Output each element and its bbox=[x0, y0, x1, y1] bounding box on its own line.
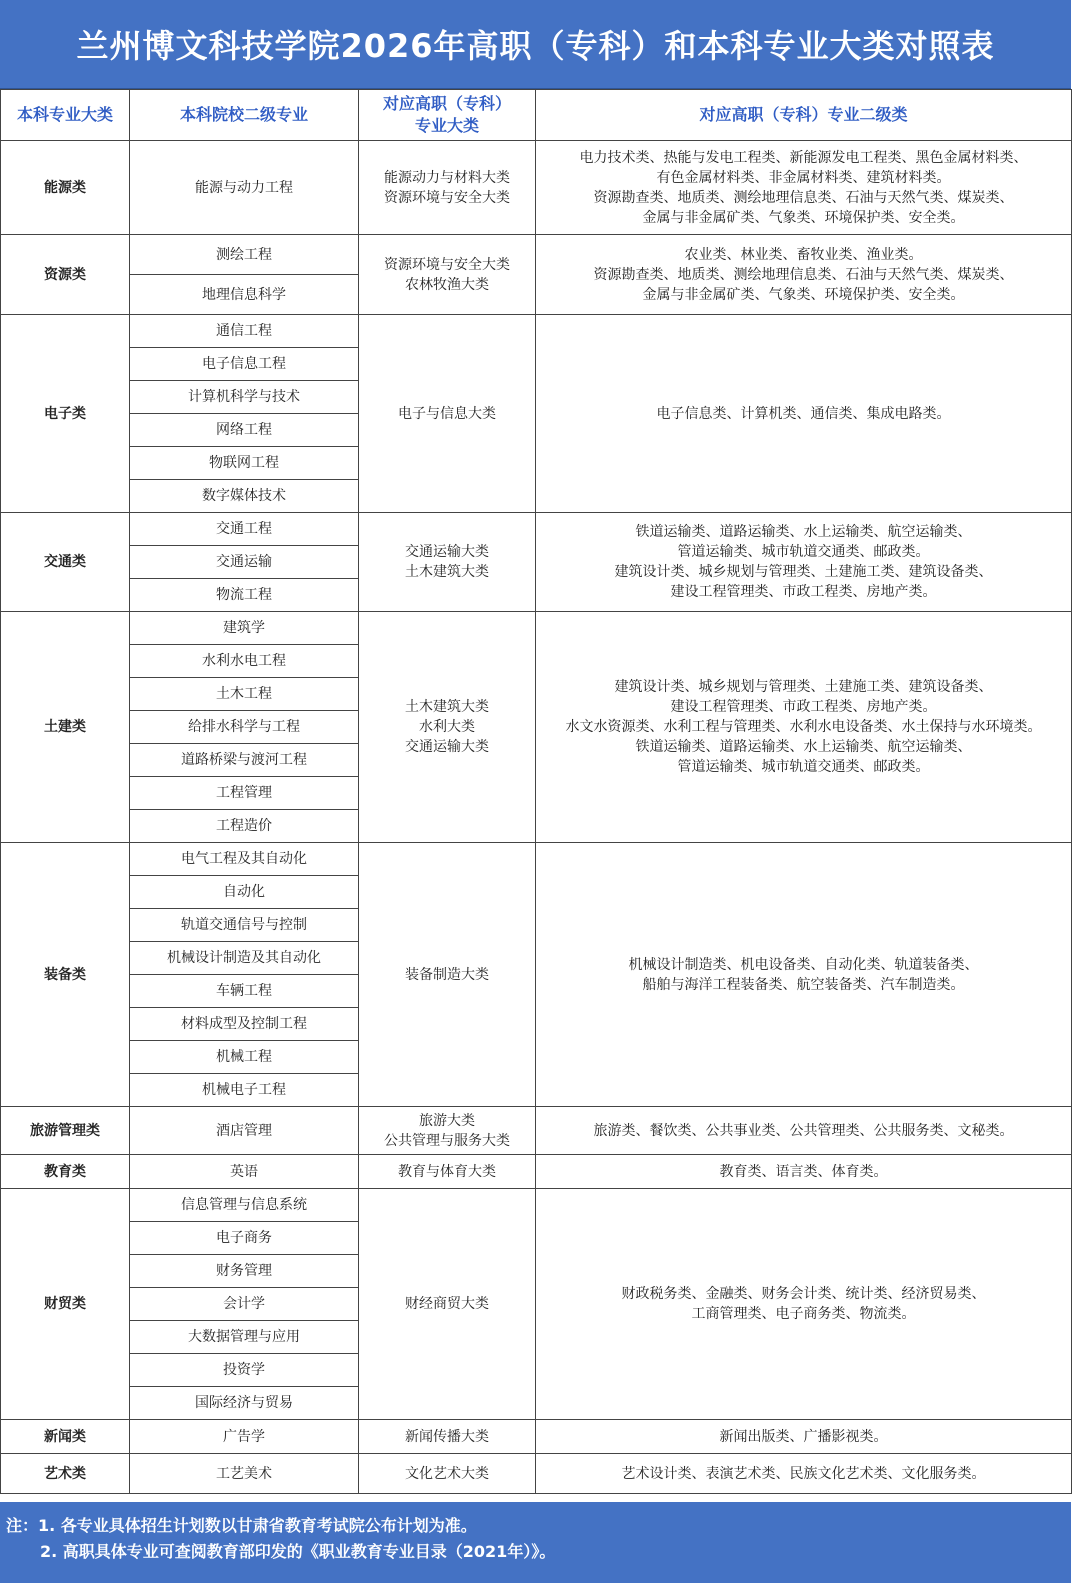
vocational-subclass-line: 电子信息类、计算机类、通信类、集成电路类。 bbox=[656, 405, 951, 422]
vocational-subclasses bbox=[536, 1454, 1072, 1494]
vocational-subclass-line: 建筑设计类、城乡规划与管理类、土建施工类、建筑设备类、 bbox=[614, 679, 993, 695]
undergrad-major: 大数据管理与应用 bbox=[130, 1321, 359, 1354]
vocational-category bbox=[359, 315, 536, 513]
undergrad-major: 国际经济与贸易 bbox=[130, 1387, 359, 1420]
category-name: 教育类 bbox=[1, 1155, 130, 1189]
header-vocational-category-line1: 对应高职（专科） bbox=[382, 94, 511, 113]
vocational-category bbox=[359, 1155, 536, 1189]
vocational-subclasses bbox=[536, 1420, 1072, 1454]
vocational-subclasses bbox=[536, 843, 1072, 1107]
table-row bbox=[1, 1189, 1072, 1222]
header-vocational-subclass: 对应高职（专科）专业二级类 bbox=[536, 90, 1072, 141]
vocational-category-line: 公共管理与服务大类 bbox=[384, 1132, 510, 1149]
vocational-subclasses bbox=[536, 1107, 1072, 1155]
undergrad-major: 会计学 bbox=[130, 1288, 359, 1321]
table-row bbox=[1, 513, 1072, 546]
category-name: 交通类 bbox=[1, 513, 130, 612]
undergrad-major: 交通工程 bbox=[130, 513, 359, 546]
undergrad-major: 机械工程 bbox=[130, 1041, 359, 1074]
header-undergrad-major: 本科院校二级专业 bbox=[130, 90, 359, 141]
undergrad-major: 车辆工程 bbox=[130, 975, 359, 1008]
vocational-subclass-line: 船舶与海洋工程装备类、航空装备类、汽车制造类。 bbox=[642, 976, 965, 993]
note-line-1: 注：1. 各专业具体招生计划数以甘肃省教育考试院公布计划为准。 bbox=[6, 1516, 477, 1535]
vocational-subclass-line: 电力技术类、热能与发电工程类、新能源发电工程类、黑色金属材料类、 bbox=[579, 149, 1028, 166]
table-body bbox=[1, 141, 1072, 1494]
vocational-category bbox=[359, 1189, 536, 1420]
undergrad-major: 测绘工程 bbox=[130, 235, 359, 275]
undergrad-major: 广告学 bbox=[130, 1420, 359, 1454]
vocational-category bbox=[359, 1420, 536, 1454]
vocational-category-line: 资源环境与安全大类 bbox=[384, 189, 510, 206]
vocational-subclass-line: 资源勘查类、地质类、测绘地理信息类、石油与天然气类、煤炭类、 bbox=[593, 266, 1014, 283]
undergrad-major: 轨道交通信号与控制 bbox=[130, 909, 359, 942]
vocational-category-line: 资源环境与安全大类 bbox=[384, 256, 510, 273]
undergrad-major: 土木工程 bbox=[130, 678, 359, 711]
vocational-subclass-line: 艺术设计类、表演艺术类、民族文化艺术类、文化服务类。 bbox=[621, 1465, 986, 1482]
vocational-subclass-line: 机械设计制造类、机电设备类、自动化类、轨道装备类、 bbox=[628, 956, 979, 973]
table-row bbox=[1, 612, 1072, 645]
header-vocational-category-line2: 专业大类 bbox=[414, 116, 479, 135]
undergrad-major: 水利水电工程 bbox=[130, 645, 359, 678]
vocational-category-line: 土木建筑大类 bbox=[405, 564, 489, 580]
vocational-subclass-line: 铁道运输类、道路运输类、水上运输类、航空运输类、 bbox=[635, 524, 972, 540]
undergrad-major: 网络工程 bbox=[130, 414, 359, 447]
table-row bbox=[1, 1155, 1072, 1189]
category-name: 能源类 bbox=[1, 141, 130, 235]
undergrad-major: 物流工程 bbox=[130, 579, 359, 612]
vocational-category-line: 农林牧渔大类 bbox=[405, 276, 489, 293]
undergrad-major: 酒店管理 bbox=[130, 1107, 359, 1155]
table-row bbox=[1, 1107, 1072, 1155]
vocational-subclass-line: 新闻出版类、广播影视类。 bbox=[719, 1428, 888, 1445]
vocational-subclasses bbox=[536, 1189, 1072, 1420]
vocational-category bbox=[359, 1107, 536, 1155]
vocational-subclass-line: 铁道运输类、道路运输类、水上运输类、航空运输类、 bbox=[635, 739, 972, 755]
vocational-subclass-line: 资源勘查类、地质类、测绘地理信息类、石油与天然气类、煤炭类、 bbox=[593, 189, 1014, 206]
vocational-category-line: 交通运输大类 bbox=[405, 739, 489, 755]
vocational-category-line: 财经商贸大类 bbox=[405, 1296, 489, 1312]
undergrad-major: 物联网工程 bbox=[130, 447, 359, 480]
table-row bbox=[1, 1420, 1072, 1454]
undergrad-major: 工程管理 bbox=[130, 777, 359, 810]
undergrad-major: 给排水科学与工程 bbox=[130, 711, 359, 744]
undergrad-major: 信息管理与信息系统 bbox=[130, 1189, 359, 1222]
vocational-subclasses bbox=[536, 612, 1072, 843]
vocational-subclass-line: 有色金属材料类、非金属材料类、建筑材料类。 bbox=[656, 169, 951, 186]
category-name: 艺术类 bbox=[1, 1454, 130, 1494]
undergrad-major: 地理信息科学 bbox=[130, 275, 359, 315]
vocational-subclasses bbox=[536, 235, 1072, 315]
table-row bbox=[1, 141, 1072, 235]
vocational-category-line: 装备制造大类 bbox=[405, 966, 489, 983]
category-name: 资源类 bbox=[1, 235, 130, 315]
vocational-subclass-line: 水文水资源类、水利工程与管理类、水利水电设备类、水土保持与水环境类。 bbox=[565, 719, 1042, 735]
vocational-subclass-line: 农业类、林业类、畜牧业类、渔业类。 bbox=[684, 246, 923, 263]
major-mapping-table bbox=[0, 89, 1072, 1494]
table-row bbox=[1, 235, 1072, 275]
vocational-subclass-line: 管道运输类、城市轨道交通类、邮政类。 bbox=[677, 759, 930, 775]
vocational-subclasses bbox=[536, 315, 1072, 513]
undergrad-major: 英语 bbox=[130, 1155, 359, 1189]
vocational-subclass-line: 金属与非金属矿类、气象类、环境保护类、安全类。 bbox=[642, 209, 965, 226]
table-header-row bbox=[1, 90, 1072, 141]
vocational-subclasses bbox=[536, 141, 1072, 235]
vocational-subclasses bbox=[536, 513, 1072, 612]
vocational-subclass-line: 旅游类、餐饮类、公共事业类、公共管理类、公共服务类、文秘类。 bbox=[593, 1122, 1014, 1139]
table-row bbox=[1, 843, 1072, 876]
notes-footer bbox=[0, 1502, 1071, 1583]
header-undergrad-category: 本科专业大类 bbox=[1, 90, 130, 141]
note-line-2: 2. 高职具体专业可查阅教育部印发的《职业教育专业目录（2021年）》。 bbox=[40, 1542, 556, 1561]
undergrad-major: 建筑学 bbox=[130, 612, 359, 645]
vocational-subclass-line: 金属与非金属矿类、气象类、环境保护类、安全类。 bbox=[642, 286, 965, 303]
vocational-category bbox=[359, 141, 536, 235]
category-name: 土建类 bbox=[1, 612, 130, 843]
vocational-category-line: 旅游大类 bbox=[419, 1112, 475, 1129]
vocational-subclass-line: 建筑设计类、城乡规划与管理类、土建施工类、建筑设备类、 bbox=[614, 564, 993, 580]
vocational-category-line: 新闻传播大类 bbox=[405, 1428, 489, 1445]
undergrad-major: 交通运输 bbox=[130, 546, 359, 579]
vocational-category-line: 文化艺术大类 bbox=[405, 1465, 489, 1482]
undergrad-major: 财务管理 bbox=[130, 1255, 359, 1288]
undergrad-major: 电气工程及其自动化 bbox=[130, 843, 359, 876]
vocational-category-line: 能源动力与材料大类 bbox=[384, 169, 510, 186]
undergrad-major: 计算机科学与技术 bbox=[130, 381, 359, 414]
vocational-subclass-line: 工商管理类、电子商务类、物流类。 bbox=[691, 1306, 916, 1322]
category-name: 电子类 bbox=[1, 315, 130, 513]
undergrad-major: 自动化 bbox=[130, 876, 359, 909]
vocational-category-line: 水利大类 bbox=[419, 719, 475, 735]
undergrad-major: 电子信息工程 bbox=[130, 348, 359, 381]
vocational-subclasses bbox=[536, 1155, 1072, 1189]
category-name: 旅游管理类 bbox=[1, 1107, 130, 1155]
table-row bbox=[1, 1454, 1072, 1494]
undergrad-major: 数字媒体技术 bbox=[130, 480, 359, 513]
vocational-category-line: 电子与信息大类 bbox=[398, 405, 496, 422]
vocational-subclass-line: 财政税务类、金融类、财务会计类、统计类、经济贸易类、 bbox=[621, 1286, 986, 1302]
vocational-category bbox=[359, 235, 536, 315]
undergrad-major: 道路桥梁与渡河工程 bbox=[130, 744, 359, 777]
undergrad-major: 工程造价 bbox=[130, 810, 359, 843]
vocational-category bbox=[359, 513, 536, 612]
undergrad-major: 投资学 bbox=[130, 1354, 359, 1387]
header-vocational-category bbox=[359, 90, 536, 141]
vocational-subclass-line: 建设工程管理类、市政工程类、房地产类。 bbox=[670, 584, 937, 600]
vocational-category-line: 土木建筑大类 bbox=[405, 699, 489, 715]
vocational-subclass-line: 教育类、语言类、体育类。 bbox=[719, 1163, 888, 1180]
undergrad-major: 机械电子工程 bbox=[130, 1074, 359, 1107]
vocational-subclass-line: 建设工程管理类、市政工程类、房地产类。 bbox=[670, 699, 937, 715]
vocational-subclass-line: 管道运输类、城市轨道交通类、邮政类。 bbox=[677, 544, 930, 560]
vocational-category bbox=[359, 843, 536, 1107]
undergrad-major: 通信工程 bbox=[130, 315, 359, 348]
table-row bbox=[1, 315, 1072, 348]
vocational-category-line: 交通运输大类 bbox=[405, 544, 489, 560]
undergrad-major: 工艺美术 bbox=[130, 1454, 359, 1494]
category-name: 新闻类 bbox=[1, 1420, 130, 1454]
page-title: 兰州博文科技学院2026年高职（专科）和本科专业大类对照表 bbox=[0, 0, 1071, 89]
undergrad-major: 材料成型及控制工程 bbox=[130, 1008, 359, 1041]
undergrad-major: 电子商务 bbox=[130, 1222, 359, 1255]
vocational-category-line: 教育与体育大类 bbox=[398, 1163, 496, 1180]
vocational-category bbox=[359, 1454, 536, 1494]
category-name: 装备类 bbox=[1, 843, 130, 1107]
undergrad-major: 能源与动力工程 bbox=[130, 141, 359, 235]
undergrad-major: 机械设计制造及其自动化 bbox=[130, 942, 359, 975]
vocational-category bbox=[359, 612, 536, 843]
category-name: 财贸类 bbox=[1, 1189, 130, 1420]
